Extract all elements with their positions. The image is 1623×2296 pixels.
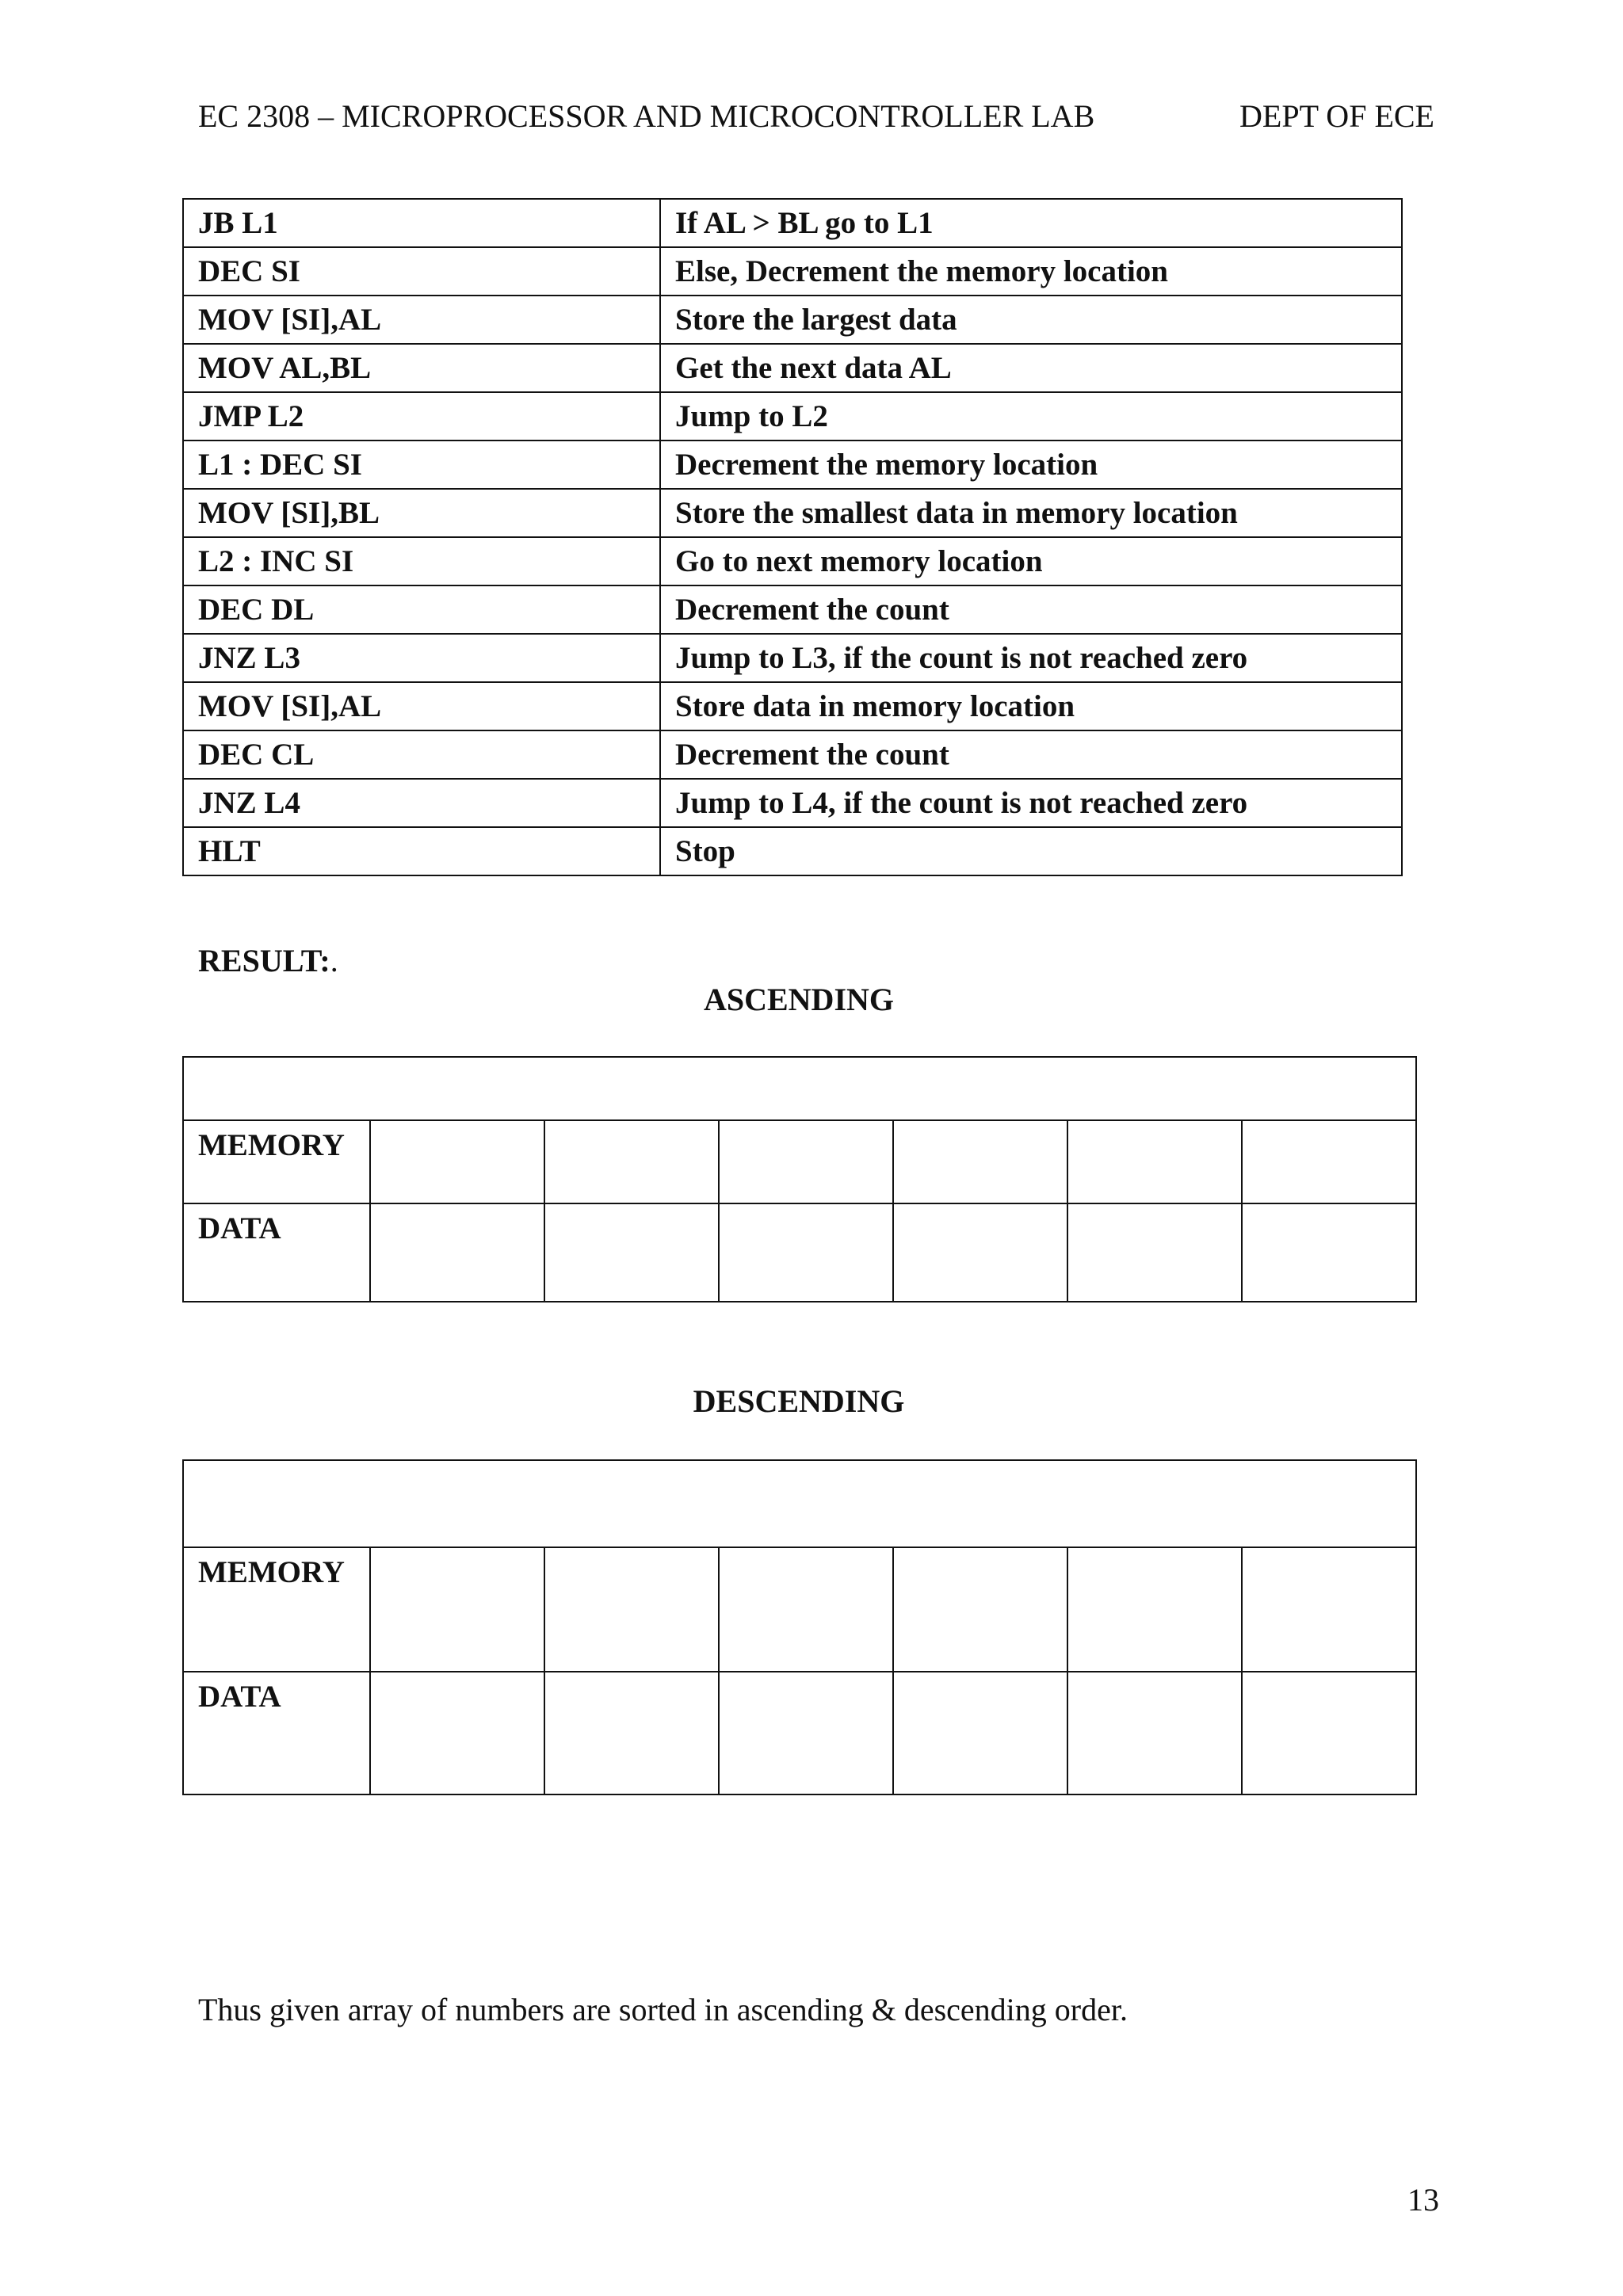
descending-title-row — [183, 1460, 1416, 1547]
descending-heading: DESCENDING — [693, 1383, 905, 1419]
program-row — [183, 682, 1402, 730]
program-row — [183, 779, 1402, 827]
descending-memory-label: MEMORY — [183, 1547, 370, 1672]
comment-cell: Store the largest data — [660, 296, 1402, 344]
instruction-cell: DEC SI — [183, 247, 660, 296]
ascending-data-cell — [1242, 1203, 1416, 1302]
descending-memory-row — [183, 1547, 1416, 1672]
program-row — [183, 296, 1402, 344]
program-row — [183, 537, 1402, 585]
comment-cell: Decrement the memory location — [660, 441, 1402, 489]
header-department: DEPT OF ECE — [1239, 98, 1434, 134]
program-row — [183, 585, 1402, 634]
comment-cell: Decrement the count — [660, 730, 1402, 779]
instruction-cell: JNZ L4 — [183, 779, 660, 827]
ascending-data-label: DATA — [183, 1203, 370, 1302]
comment-cell: Store the smallest data in memory location — [660, 489, 1402, 537]
program-row — [183, 199, 1402, 247]
result-label-text: RESULT: — [198, 943, 330, 978]
program-table-body — [183, 199, 1402, 875]
instruction-cell: MOV [SI],AL — [183, 296, 660, 344]
program-row — [183, 489, 1402, 537]
descending-title-cell — [183, 1460, 1416, 1547]
comment-cell: Else, Decrement the memory location — [660, 247, 1402, 296]
descending-table — [182, 1459, 1417, 1795]
instruction-cell: L2 : INC SI — [183, 537, 660, 585]
result-label — [198, 941, 338, 981]
instruction-cell: MOV AL,BL — [183, 344, 660, 392]
program-table — [182, 198, 1403, 876]
page-header — [198, 97, 1434, 136]
descending-memory-cell — [370, 1547, 544, 1672]
instruction-cell: HLT — [183, 827, 660, 875]
ascending-data-cell — [893, 1203, 1067, 1302]
ascending-memory-cell — [1067, 1120, 1242, 1203]
program-row — [183, 441, 1402, 489]
descending-data-cell — [1067, 1672, 1242, 1794]
ascending-memory-cell — [544, 1120, 719, 1203]
ascending-memory-cell — [719, 1120, 893, 1203]
ascending-memory-cell — [370, 1120, 544, 1203]
program-row — [183, 827, 1402, 875]
instruction-cell: JB L1 — [183, 199, 660, 247]
comment-cell: If AL > BL go to L1 — [660, 199, 1402, 247]
ascending-memory-row — [183, 1120, 1416, 1203]
descending-memory-cell — [1067, 1547, 1242, 1672]
descending-data-cell — [544, 1672, 719, 1794]
page-number: 13 — [1407, 2182, 1439, 2218]
header-course-title: EC 2308 – MICROPROCESSOR AND MICROCONTROLLER LAB — [198, 98, 1095, 134]
comment-cell: Store data in memory location — [660, 682, 1402, 730]
program-row — [183, 344, 1402, 392]
descending-data-cell — [1242, 1672, 1416, 1794]
comment-cell: Decrement the count — [660, 585, 1402, 634]
ascending-data-cell — [719, 1203, 893, 1302]
instruction-cell: L1 : DEC SI — [183, 441, 660, 489]
instruction-cell: DEC DL — [183, 585, 660, 634]
comment-cell: Jump to L2 — [660, 392, 1402, 441]
ascending-data-cell — [370, 1203, 544, 1302]
ascending-memory-label: MEMORY — [183, 1120, 370, 1203]
program-row — [183, 247, 1402, 296]
ascending-title-row — [183, 1057, 1416, 1120]
ascending-heading: ASCENDING — [703, 982, 895, 1017]
descending-data-row — [183, 1672, 1416, 1794]
conclusion-text: Thus given array of numbers are sorted in ascending & descending order. — [198, 1992, 1128, 2027]
result-label-suffix: . — [330, 943, 338, 978]
instruction-cell: MOV [SI],AL — [183, 682, 660, 730]
program-row — [183, 634, 1402, 682]
comment-cell: Get the next data AL — [660, 344, 1402, 392]
ascending-data-cell — [1067, 1203, 1242, 1302]
ascending-memory-cell — [1242, 1120, 1416, 1203]
ascending-table — [182, 1056, 1417, 1302]
descending-data-label: DATA — [183, 1672, 370, 1794]
descending-data-cell — [370, 1672, 544, 1794]
program-row — [183, 730, 1402, 779]
descending-memory-cell — [719, 1547, 893, 1672]
descending-data-cell — [893, 1672, 1067, 1794]
descending-memory-cell — [1242, 1547, 1416, 1672]
comment-cell: Go to next memory location — [660, 537, 1402, 585]
program-row — [183, 392, 1402, 441]
instruction-cell: DEC CL — [183, 730, 660, 779]
ascending-data-cell — [544, 1203, 719, 1302]
descending-memory-cell — [893, 1547, 1067, 1672]
descending-data-cell — [719, 1672, 893, 1794]
ascending-memory-cell — [893, 1120, 1067, 1203]
descending-memory-cell — [544, 1547, 719, 1672]
ascending-data-row — [183, 1203, 1416, 1302]
ascending-title-cell — [183, 1057, 1416, 1120]
instruction-cell: MOV [SI],BL — [183, 489, 660, 537]
comment-cell: Jump to L4, if the count is not reached zero — [660, 779, 1402, 827]
instruction-cell: JMP L2 — [183, 392, 660, 441]
comment-cell: Jump to L3, if the count is not reached zero — [660, 634, 1402, 682]
comment-cell: Stop — [660, 827, 1402, 875]
instruction-cell: JNZ L3 — [183, 634, 660, 682]
